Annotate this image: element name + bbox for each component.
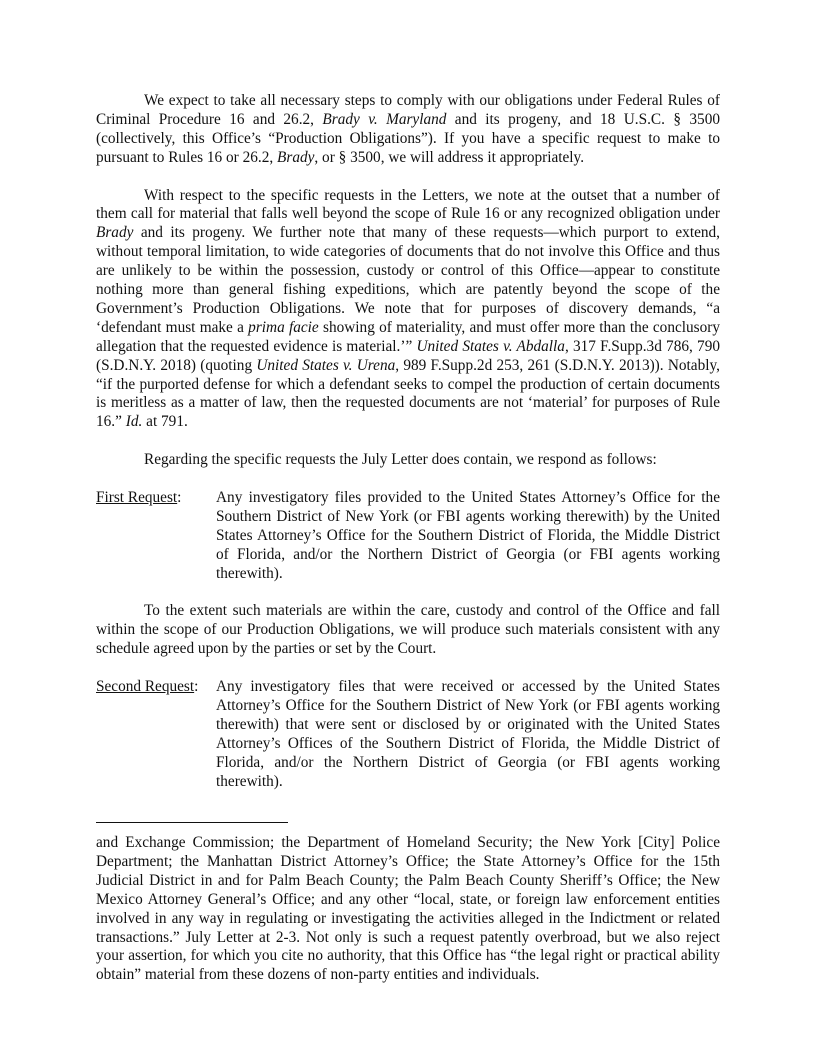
footnote-separator	[96, 822, 288, 823]
paragraph-first-response: To the extent such materials are within the care, custody and control of the Office and fall within the scope of our Production Obligations, we will produce such materials consistent with any schedule agreed upon by the parties or set by the Court.	[96, 602, 720, 658]
letter-body	[96, 92, 720, 810]
second-request-label: Second Request:	[96, 678, 199, 696]
first-request-text: Any investigatory files provided to the United States Attorney’s Office for the Southern District of New York (or FBI agents working therewith) by the United States Attorney’s Office for the Southern District of Florida, the Middle District of Florida, and/or the Northern District of Georgia (or FBI agents working therewith).	[216, 488, 720, 582]
first-request-label: First Request:	[96, 488, 182, 506]
paragraph-specific-requests: With respect to the specific requests in the Letters, we note at the outset that a number of them call for material that falls well beyond the scope of Rule 16 or any recognized obligation under Brady and its progeny. We further note that many of these requests—which purport to extend, without temporal limitation, to wide categories of documents that do not involve this Office and thus are unlikely to be within the possession, custody or control of this Office—appear to constitute nothing more than general fishing expeditions, which are patently beyond the scope of the Government’s Production Obligations. We note that for purposes of discovery demands, “a ‘defendant must make a prima facie showing of materiality, and must offer more than the conclusory allegation that the requested evidence is material.’” United States v. Abdalla, 317 F.Supp.3d 786, 790 (S.D.N.Y. 2018) (quoting United States v. Urena, 989 F.Supp.2d 253, 261 (S.D.N.Y. 2013)). Notably, “if the purported defense for which a defendant seeks to compel the production of certain documents is meritless as a matter of law, then the requested documents are not ‘material’ for purposes of Rule 16.” Id. at 791.	[96, 186, 720, 431]
paragraph-production-obligations: We expect to take all necessary steps to comply with our obligations under Federal Rules of Criminal Procedure 16 and 26.2, Brady v. Maryland and its progeny, and 18 U.S.C. § 3500 (collectively, this Office’s “Production Obligations”). If you have a specific request to make to pursuant to Rules 16 or 26.2, Brady, or § 3500, we will address it appropriately.	[96, 92, 720, 166]
paragraph-respond-intro: Regarding the specific requests the July Letter does contain, we respond as follows:	[144, 451, 657, 469]
first-request	[96, 489, 720, 584]
second-request	[96, 678, 720, 791]
second-request-text: Any investigatory files that were received or accessed by the United States Attorney’s Office for the Southern District of New York (or FBI agents working therewith) that were sent or disclosed by or originated with the United States Attorney’s Offices of the Southern District of Florida, the Middle District of Florida, and/or the Northern District of Georgia (or FBI agents working therewith).	[216, 678, 720, 790]
footnote-continuation: and Exchange Commission; the Department of Homeland Security; the New York [City] Police Department; the Manhattan District Attorney’s Office; the State Attorney’s Office for the 15th Judicial District in and for Palm Beach County; the Palm Beach County Sheriff’s Office; the New Mexico Attorney General’s Office; and any other “local, state, or foreign law enforcement entities involved in any way in regulating or investigating the activities alleged in the Indictment or related transactions.” July Letter at 2-3. Not only is such a request patently overbroad, but we also reject your assertion, for which you cite no authority, that this Office has “the legal right or practical ability obtain” material from these dozens of non-party entities and individuals.	[96, 834, 720, 984]
